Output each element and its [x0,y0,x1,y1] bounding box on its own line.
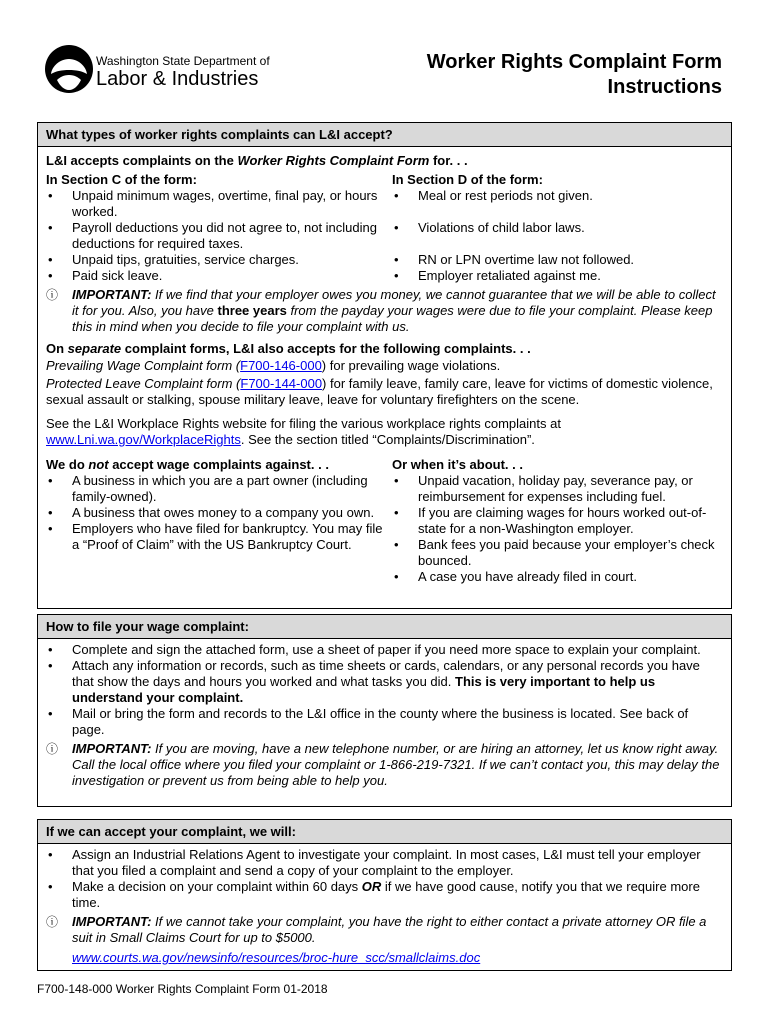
see-text-b: . See the section titled “Complaints/Discrimination”. [240,432,535,447]
accepts-intro-text: L&I accepts complaints on the [46,153,238,168]
info-icon: ⓘ [46,915,59,929]
list-item: • Employers who have filed for bankruptcy. You may file a “Proof of Claim” with the US Bankruptcy Court. [46,521,388,553]
page-header [0,0,768,120]
workplace-rights-line [46,416,723,448]
against-column [46,454,392,585]
separate-text-a: On [46,341,68,356]
list-item: • Mail or bring the form and records to the L&I office in the county where the business is located. See back of page. [46,706,723,738]
sections-c-d [46,169,723,284]
page-title [427,50,722,100]
list-item: • Paid sick leave. [46,268,388,284]
important-text-a: If we find that your employer owes you money, we cannot guarantee that we will be able to collect it for you. Also, you have [72,287,716,318]
against-text-b: accept wage complaints against. . . [108,457,329,472]
list-item: • Employer retaliated against me. [392,268,722,284]
about-column [392,454,722,585]
list-item: • Unpaid vacation, holiday pay, severance pay, or reimbursement for expenses including fuel. [392,473,722,505]
logo-line1: Washington State Department of [96,54,270,68]
item2-text-b: if we have good cause, notify you that we require more time. [72,879,700,910]
prevailing-text-b: ) for prevailing wage violations. [321,358,501,373]
accepted-complaints-section [37,122,732,609]
item2-text: Attach any information or records, such as time sheets or cards, calendars, or any personal records you have that show the days and hours you worked and what tasks you did. [72,658,700,689]
title-line2: Instructions [607,76,722,98]
protected-form-link[interactable]: F700-144-000 [240,376,323,391]
accepts-intro-form-name: Worker Rights Complaint Form [237,153,430,168]
list-item: • If you are claiming wages for hours worked out-of-state for a non-Washington employer. [392,505,722,537]
list-item: • A case you have already filed in court. [392,569,722,585]
lni-logo-icon [44,44,94,94]
list-item: • Meal or rest periods not given. [392,188,722,220]
section3-heading: If we can accept your complaint, we will: [38,820,731,844]
list-item: • Assign an Industrial Relations Agent to investigate your complaint. In most cases, L&I must tell your employer that you filed a complaint and send a copy of your complaint to the employer. [46,847,723,879]
section-d-label: In Section D of the form: [392,172,543,187]
about-label: Or when it’s about. . . [392,457,523,472]
info-icon: ⓘ [46,742,59,756]
accepts-intro-end: for. . . [429,153,468,168]
info-icon: ⓘ [46,288,59,302]
item2-text-a: Make a decision on your complaint within 60 days [72,879,362,894]
against-text-a: We do [46,457,89,472]
prevailing-wage-line [46,358,723,374]
prevailing-text-a: Prevailing Wage Complaint form ( [46,358,241,373]
important-three-years: three years [217,303,287,318]
important-note-3 [46,914,723,946]
see-text-a: See the L&I Workplace Rights website for filing the various workplace rights complaints at [46,416,561,431]
item2-bold: This is very important to help us understand your complaint. [72,674,656,705]
list-item [46,658,723,706]
important-text: If we cannot take your complaint, you have the right to either contact a private attorney OR file a suit in Small Claims Court for up to $5000. [72,914,707,945]
list-item: • Unpaid tips, gratuities, service charges. [46,252,388,268]
logo-line2: Labor & Industries [96,68,259,90]
against-label [46,457,388,473]
important-text-b: from the payday your wages were due to file your complaint. Please keep this in mind when you decide to file your complaint with us. [72,303,713,334]
important-text: If you are moving, have a new telephone number, or are hiring an attorney, let us know right away. Call the local office where you filed your complaint or 1-866-219-7321. If we can’t contact you, this may delay the investigation or prevent us from being able to help you. [72,741,720,788]
important-note-1 [46,287,723,335]
protected-text-b: ) for family leave, family care, leave for victims of domestic violence, sexual assault or stalking, spouse military leave, leave for voluntary firefighters on the scene. [46,376,713,407]
protected-text-a: Protected Leave Complaint form ( [46,376,241,391]
important-note-2 [46,741,723,789]
item2-or: OR [361,879,382,894]
title-line1: Worker Rights Complaint Form [426,51,722,73]
separate-em: separate [67,341,122,356]
list-item [46,879,723,911]
small-claims-link[interactable]: www.courts.wa.gov/newsinfo/resources/broc-hure_scc/smallclaims.doc [72,950,481,965]
logo-text [96,54,270,90]
list-item: • A business that owes money to a company you own. [46,505,388,521]
list-item: • Payroll deductions you did not agree to, not including deductions for required taxes. [46,220,388,252]
list-item: • Complete and sign the attached form, use a sheet of paper if you need more space to explain your complaint. [46,642,723,658]
list-item: • Bank fees you paid because your employer’s check bounced. [392,537,722,569]
protected-leave-line [46,376,723,408]
against-em: not [88,457,109,472]
list-item: • RN or LPN overtime law not followed. [392,252,722,268]
list-item: • Unpaid minimum wages, overtime, final pay, or hours worked. [46,188,388,220]
section1-heading: What types of worker rights complaints can L&I accept? [38,123,731,147]
important-label: IMPORTANT: [72,914,152,929]
workplace-rights-link[interactable]: www.Lni.wa.gov/WorkplaceRights [46,432,241,447]
section-c-column [46,169,392,284]
section-c-label: In Section C of the form: [46,172,197,187]
section2-heading: How to file your wage complaint: [38,615,731,639]
important-label: IMPORTANT: [72,741,152,756]
separate-forms-intro [46,341,723,357]
important-label: IMPORTANT: [72,287,152,302]
small-claims-link-row [46,950,723,966]
separate-text-b: complaint forms, L&I also accepts for the following complaints. . . [121,341,531,356]
exclusions [46,454,723,585]
how-to-file-section [37,614,732,807]
list-item: • A business in which you are a part owner (including family-owned). [46,473,388,505]
accept-complaint-section [37,819,732,971]
section-d-column [392,169,722,284]
footer-form-number: F700-148-000 Worker Rights Complaint Form 01-2018 [37,982,328,996]
accepts-intro [46,153,723,169]
prevailing-form-link[interactable]: F700-146-000 [240,358,322,373]
list-item: • Violations of child labor laws. [392,220,722,252]
